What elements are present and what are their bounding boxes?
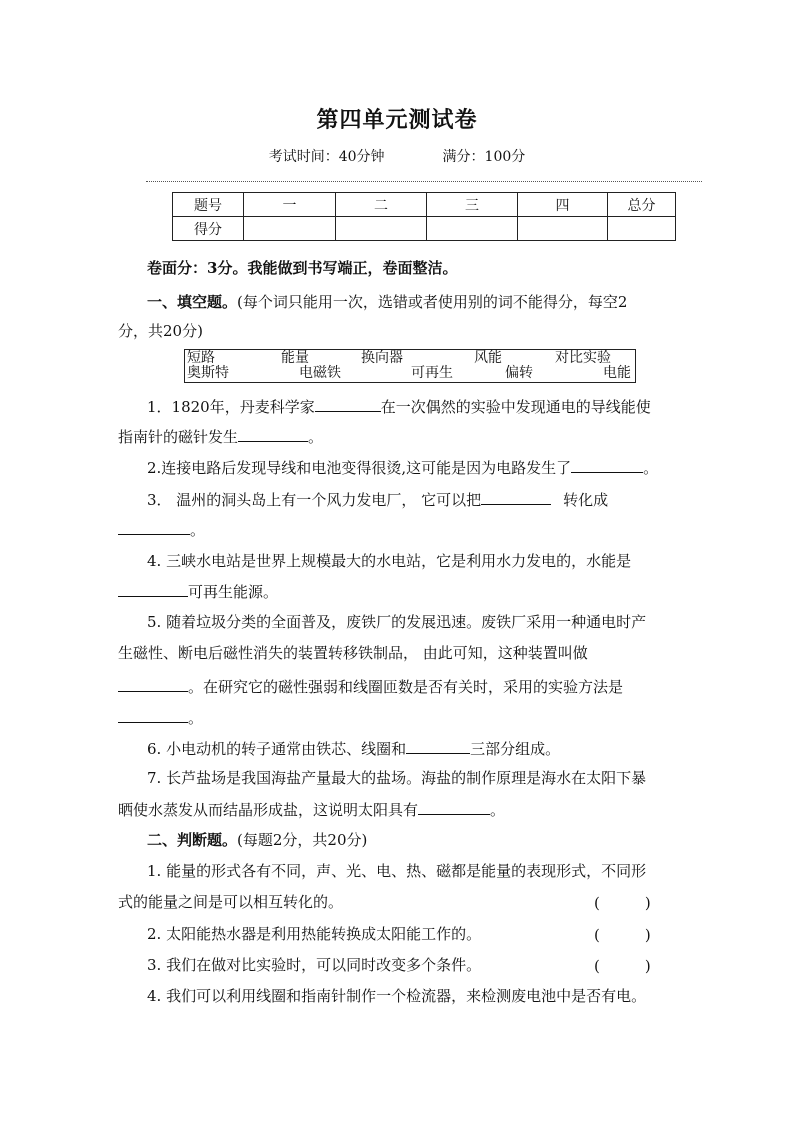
question-1-7-cont bbox=[118, 798, 505, 820]
question-1-6 bbox=[147, 737, 560, 759]
question-2-1: 1. 能量的形式各有不同，声、光、电、热、磁都是能量的表现形式，不同形 bbox=[147, 862, 647, 880]
answer-paren[interactable]: ( ) bbox=[594, 894, 651, 912]
question-text: 。 bbox=[308, 428, 324, 446]
word-bank-item: 奥斯特 bbox=[187, 365, 229, 381]
question-1-3-cont bbox=[118, 518, 205, 540]
section2-title: 二、判断题。 bbox=[147, 831, 238, 849]
score-table bbox=[172, 192, 676, 241]
score-input-cell[interactable] bbox=[427, 217, 518, 241]
question-2-3: 3. 我们在做对比实验时，可以同时改变多个条件。 bbox=[147, 956, 482, 974]
question-text: 。 bbox=[643, 459, 659, 477]
section1-instr: (每个词只能用一次，选错或者使用别的词不能得分，每空2 bbox=[237, 293, 628, 311]
question-text: 6. 小电动机的转子通常由铁芯、线圈和 bbox=[147, 740, 407, 758]
word-bank-item: 电能 bbox=[603, 365, 631, 381]
question-1-4-cont bbox=[118, 580, 278, 602]
word-bank-item: 风能 bbox=[474, 350, 502, 366]
word-bank-item: 短路 bbox=[187, 350, 215, 366]
section2-heading bbox=[147, 830, 367, 850]
question-text: 转化成 bbox=[563, 491, 609, 509]
question-2-4: 4. 我们可以利用线圈和指南针制作一个检流器，来检测废电池中是否有电。 bbox=[147, 987, 647, 1005]
answer-blank[interactable] bbox=[118, 706, 188, 723]
exam-full-score: 满分：100分 bbox=[442, 149, 526, 165]
answer-blank[interactable] bbox=[406, 737, 470, 754]
question-1-5-cont: 生磁性、断电后磁性消失的装置转移铁制品， 由此可知，这种装置叫做 bbox=[118, 644, 588, 662]
score-input-cell[interactable] bbox=[336, 217, 427, 241]
score-table-cell: 四 bbox=[518, 193, 608, 217]
question-1-5-cont3 bbox=[118, 706, 203, 728]
section2-instr: (每题2分，共20分) bbox=[237, 831, 368, 849]
question-1-2 bbox=[147, 456, 658, 478]
score-table-score-row bbox=[173, 217, 676, 241]
answer-blank[interactable] bbox=[118, 580, 188, 597]
answer-blank[interactable] bbox=[238, 425, 308, 442]
question-text: 指南针的磁针发生 bbox=[118, 428, 239, 446]
exam-time: 考试时间：40分钟 bbox=[268, 149, 385, 165]
score-table-header-row bbox=[173, 193, 676, 217]
question-text: 3． 温州的洞头岛上有一个风力发电厂， 它可以把 bbox=[147, 491, 482, 509]
word-bank-item: 电磁铁 bbox=[299, 365, 341, 381]
question-1-1-cont bbox=[118, 425, 323, 447]
score-table-cell: 得分 bbox=[173, 217, 244, 241]
answer-blank[interactable] bbox=[118, 518, 190, 535]
question-1-4: 4. 三峡水电站是世界上规模最大的水电站，它是利用水力发电的，水能是 bbox=[147, 552, 632, 570]
question-2-2: 2. 太阳能热水器是利用热能转换成太阳能工作的。 bbox=[147, 925, 482, 943]
score-table-cell: 三 bbox=[427, 193, 518, 217]
score-table-cell: 一 bbox=[244, 193, 336, 217]
score-table-cell: 总分 bbox=[608, 193, 676, 217]
question-1-3 bbox=[147, 488, 608, 510]
word-bank-item: 换向器 bbox=[361, 350, 403, 366]
word-bank-item: 能量 bbox=[281, 350, 309, 366]
question-1-5-cont2 bbox=[118, 675, 623, 697]
question-text: 三部分组成。 bbox=[470, 740, 561, 758]
question-1-5: 5. 随着垃圾分类的全面普及，废铁厂的发展迅速。废铁厂采用一种通电时产 bbox=[147, 613, 647, 631]
question-text: 晒使水蒸发从而结晶形成盐，这说明太阳具有 bbox=[118, 801, 419, 819]
word-bank-item: 可再生 bbox=[411, 365, 453, 381]
question-text: 。在研究它的磁性强弱和线圈匝数是否有关时，采用的实验方法是 bbox=[188, 678, 624, 696]
word-bank bbox=[184, 349, 636, 383]
page-title: 第四单元测试卷 bbox=[316, 107, 478, 133]
question-text: 。 bbox=[188, 709, 204, 727]
answer-paren[interactable]: ( ) bbox=[594, 957, 651, 975]
question-2-1-cont: 式的能量之间是可以相互转化的。 bbox=[118, 893, 344, 911]
score-input-cell[interactable] bbox=[608, 217, 676, 241]
question-text: 在一次偶然的实验中发现通电的导线能使 bbox=[380, 398, 651, 416]
word-bank-item: 对比实验 bbox=[555, 350, 611, 366]
divider bbox=[146, 181, 702, 182]
section1-title: 一、填空题。 bbox=[147, 293, 238, 311]
score-table-cell: 二 bbox=[336, 193, 427, 217]
score-input-cell[interactable] bbox=[518, 217, 608, 241]
question-text: 。 bbox=[490, 801, 506, 819]
answer-paren[interactable]: ( ) bbox=[594, 926, 651, 944]
exam-meta bbox=[0, 146, 794, 166]
question-text: 可再生能源。 bbox=[188, 583, 279, 601]
answer-blank[interactable] bbox=[418, 798, 490, 815]
answer-blank[interactable] bbox=[481, 488, 551, 505]
section1-instr-cont: 分，共20分) bbox=[118, 322, 203, 340]
question-text: 2.连接电路后发现导线和电池变得很烫,这可能是因为电路发生了 bbox=[147, 459, 572, 477]
score-input-cell[interactable] bbox=[244, 217, 336, 241]
section1-heading bbox=[147, 292, 627, 312]
answer-blank[interactable] bbox=[571, 456, 643, 473]
question-1-1 bbox=[147, 395, 651, 417]
score-table-cell: 题号 bbox=[173, 193, 244, 217]
neatness-note: 卷面分：3分。我能做到书写端正，卷面整洁。 bbox=[147, 259, 458, 277]
question-1-7: 7. 长芦盐场是我国海盐产量最大的盐场。海盐的制作原理是海水在太阳下暴 bbox=[147, 769, 647, 787]
answer-blank[interactable] bbox=[118, 675, 188, 692]
word-bank-item: 偏转 bbox=[505, 365, 533, 381]
question-text: 1．1820年，丹麦科学家 bbox=[147, 398, 315, 416]
question-text: 。 bbox=[190, 521, 206, 539]
answer-blank[interactable] bbox=[315, 395, 381, 412]
